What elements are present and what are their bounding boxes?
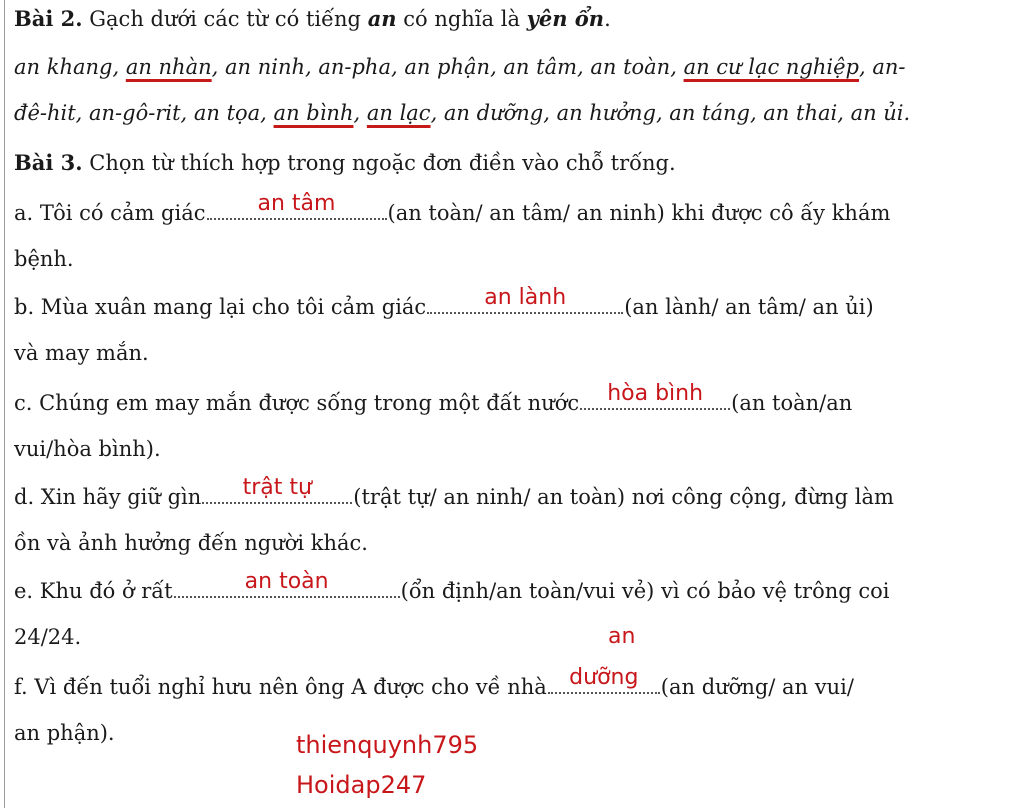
item-c-answer: hòa bình [607,381,704,406]
item-f-answer-above: an [608,624,636,649]
item-e-continuation: 24/24. [14,625,82,649]
bai2-prompt-meaning: yên ổn [526,6,605,31]
bai2-word-segment: đê-hit, an-gô-rit, an tọa, [14,101,274,125]
item-b-answer: an lành [484,285,567,310]
item-a-continuation: bệnh. [14,247,74,271]
item-b-blank [427,285,623,314]
bai2-prompt-mid: có nghĩa là [396,7,527,31]
item-e-suffix: (ổn định/an toàn/vui vẻ) vì có bảo vệ trông coi [400,579,890,603]
item-e-line [14,569,890,606]
item-b-suffix: (an lành/ an tâm/ an ủi) [624,295,874,319]
item-c-blank [580,381,730,410]
watermark-username: thienquynh795 [296,731,479,759]
bai3-heading [14,148,676,178]
item-f-answer: dưỡng [569,665,639,690]
item-d-blank [202,475,352,504]
bai2-label: Bài 2. [14,6,83,31]
item-c-prefix: c. Chúng em may mắn được sống trong một đất nước [14,391,580,415]
bai2-underlined-word: an cư lạc nghiệp [683,55,859,79]
bai2-prompt-end: . [604,7,611,31]
item-d-continuation: ồn và ảnh hưởng đến người khác. [14,531,368,555]
bai2-underlined-word: an bình [273,101,354,125]
bai2-heading [14,4,611,34]
bai2-word-segment: , an- [859,55,906,79]
bai2-word-segment: , [353,101,367,125]
item-a-prefix: a. Tôi có cảm giác [14,201,206,225]
left-margin-rule [4,0,5,808]
item-c-suffix: (an toàn/an [731,391,853,415]
watermark-site: Hoidap247 [296,771,427,799]
bai2-word-segment: , an ninh, an-pha, an phận, an tâm, an toàn, [211,55,684,79]
bai2-prompt-pre: Gạch dưới các từ có tiếng [89,7,368,31]
item-a-answer: an tâm [257,191,336,216]
item-f-line [14,665,854,702]
item-a-line [14,191,891,228]
bai3-prompt: Chọn từ thích hợp trong ngoặc đơn điền vào chỗ trống. [89,151,676,175]
item-e-answer: an toàn [244,569,329,594]
bai2-word-segment: an khang, [14,55,126,79]
item-d-answer: trật tự [242,475,312,500]
item-f-prefix: f. Vì đến tuổi nghỉ hưu nên ông A được cho về nhà [14,675,547,699]
item-e-prefix: e. Khu đó ở rất [14,579,173,603]
bai2-prompt-key: an [367,6,397,31]
item-a-blank [207,191,387,220]
item-d-prefix: d. Xin hãy giữ gìn [14,485,202,509]
item-f-blank [548,665,660,694]
bai2-underlined-word: an nhàn [125,55,212,79]
item-b-continuation: và may mắn. [14,341,149,365]
item-d-suffix: (trật tự/ an ninh/ an toàn) nơi công cộng, đừng làm [353,485,894,509]
item-c-line [14,381,853,418]
item-f-continuation: an phận). [14,721,115,745]
item-c-continuation: vui/hòa bình). [14,437,161,461]
item-b-prefix: b. Mùa xuân mang lại cho tôi cảm giác [14,295,427,319]
item-b-line [14,285,874,322]
bai3-label: Bài 3. [14,150,83,175]
item-a-suffix: (an toàn/ an tâm/ an ninh) khi được cô ấy khám [387,201,891,225]
item-f-suffix: (an dưỡng/ an vui/ [660,675,854,699]
bai2-underlined-word: an lạc [366,101,431,125]
bai2-line-1 [14,52,906,82]
item-e-blank [174,569,400,598]
bai2-line-2 [14,98,910,128]
item-d-line [14,475,894,512]
bai2-word-segment: , an dưỡng, an hưởng, an táng, an thai, an ủi. [430,101,911,125]
